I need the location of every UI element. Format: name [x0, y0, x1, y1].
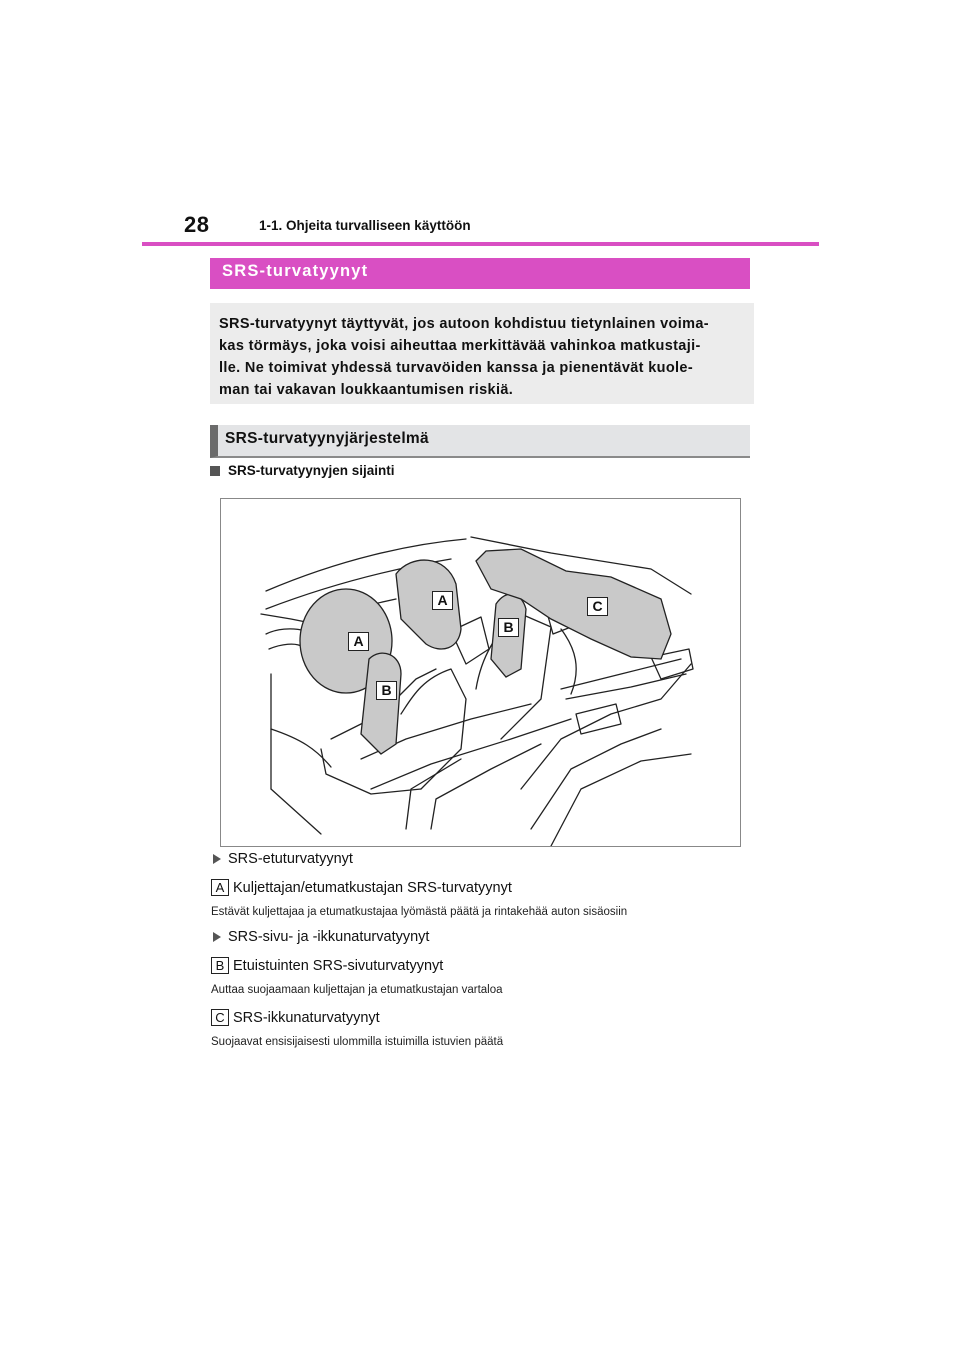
labeled-row: [211, 957, 443, 974]
item-description: Suojaavat ensisijaisesti ulommilla istuimilla istuvien päätä: [211, 1036, 504, 1048]
callout-a: A: [348, 632, 369, 651]
square-bullet-icon: [210, 466, 220, 476]
callout-b: B: [498, 618, 519, 637]
callout-c: C: [587, 597, 608, 616]
car-interior-illustration: [221, 499, 740, 846]
item-description: Estävät kuljettajaa ja etumatkustajaa lyömästä päätä ja rintakehää auton sisäosiin: [211, 906, 628, 918]
intro-line: kas törmäys, joka voisi aiheuttaa merkittävää vahinkoa matkustaji-: [219, 338, 701, 354]
intro-box: [210, 303, 754, 404]
chapter-title: 1-1. Ohjeita turvalliseen käyttöön: [259, 218, 471, 233]
section-title: SRS-turvatyynyt: [210, 258, 750, 289]
labeled-row: [211, 1009, 380, 1026]
letter-badge: B: [211, 957, 229, 974]
intro-line: man tai vakavan loukkaantumisen riskiä.: [219, 382, 514, 398]
callout-b: B: [376, 681, 397, 700]
item-description: Auttaa suojaamaan kuljettajan ja etumatkustajan vartaloa: [211, 984, 503, 996]
page-number: 28: [184, 212, 210, 237]
location-heading-text: SRS-turvatyynyjen sijainti: [228, 463, 395, 478]
location-heading: [210, 463, 395, 478]
item-heading-text: SRS-etuturvatyynyt: [228, 851, 353, 867]
row-label: Kuljettajan/etumatkustajan SRS-turvatyynyt: [233, 879, 512, 896]
letter-badge: C: [211, 1009, 229, 1026]
callout-a: A: [432, 591, 453, 610]
intro-line: lle. Ne toimivat yhdessä turvavöiden kanssa ja pienentävät kuole-: [219, 360, 694, 376]
item-heading: [213, 851, 353, 867]
labeled-row: [211, 879, 512, 896]
item-heading: [213, 929, 429, 945]
triangle-bullet-icon: [213, 932, 221, 942]
row-label: Etuistuinten SRS-sivuturvatyynyt: [233, 957, 444, 974]
triangle-bullet-icon: [213, 854, 221, 864]
row-label: SRS-ikkunaturvatyynyt: [233, 1009, 380, 1026]
header-rule: [142, 242, 819, 246]
subsection-title: SRS-turvatyynyjärjestelmä: [210, 425, 750, 458]
letter-badge: A: [211, 879, 229, 896]
airbag-location-figure: [220, 498, 741, 847]
item-heading-text: SRS-sivu- ja -ikkunaturvatyynyt: [228, 929, 430, 945]
intro-line: SRS-turvatyynyt täyttyvät, jos autoon kohdistuu tietynlainen voima-: [219, 316, 709, 332]
